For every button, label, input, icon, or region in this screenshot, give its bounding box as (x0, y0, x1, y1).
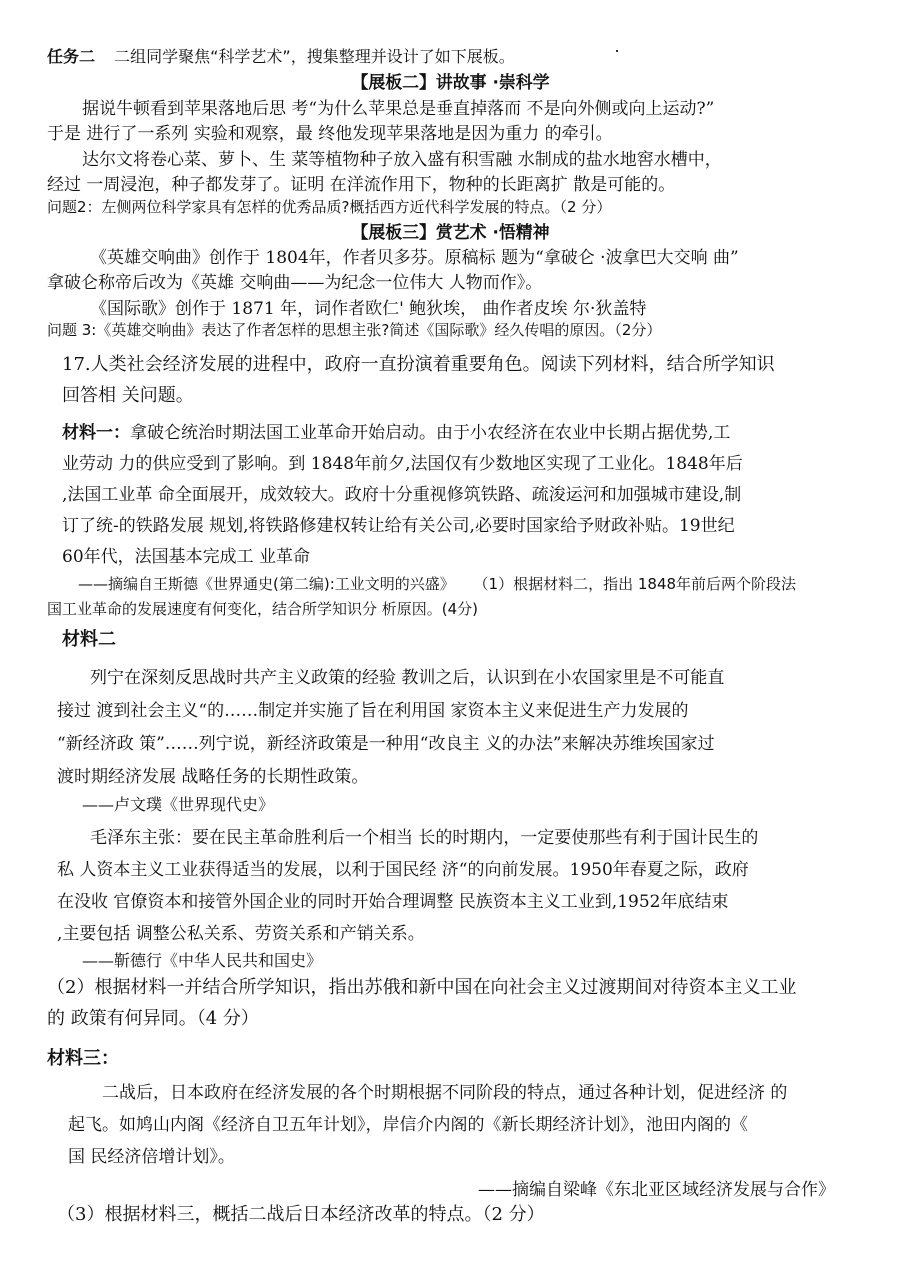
board3-para1-line1: 《英雄交响曲》创作于 1804年，作者贝多芬。原稿标 题为“拿破仑 ·波拿巴大交响 曲” (90, 248, 739, 268)
board2-para1-line2: 于是 进行了一系列 实验和观察，最 终他发现苹果落地是因为重力 的牵引。 (47, 124, 613, 144)
material2-para2-line3: 在没收 官僚资本和接管外国企业的同时开始合理调整 民族资本主义工业到,1952年底结束 (57, 892, 729, 912)
material1-line4: 订了统-的铁路发展 规划,将铁路修建权转让给有关公司,必要时国家给予财政补贴。19世纪 (62, 516, 735, 536)
material2-para2-line1: 毛泽东主张：要在民主革命胜利后一个相当 长的时期内，一定要使那些有利于国计民生的 (90, 828, 759, 848)
board3-para2: 《国际歌》创作于 1871 年，词作者欧仁' 鲍狄埃， 曲作者皮埃 尔·狄盖特 (90, 299, 647, 319)
stray-dot (616, 50, 618, 52)
material3-line3: 国 民经济倍增计划》。 (68, 1147, 235, 1167)
board3-title: 【展板三】赏艺术 ·悟精神 (351, 223, 550, 243)
material2-para1-line4: 渡时期经济发展 战略任务的长期性政策。 (57, 767, 369, 787)
material1-text-1: 拿破仑统治时期法国工业革命开始启动。由于小农经济在农业中长期占据优势,工 (130, 423, 731, 443)
material2-para1-line1: 列宁在深刻反思战时共产主义政策的经验 教训之后，认识到在小农国家里是不可能直 (90, 668, 725, 688)
board3-question: 问题 3:《英雄交响曲》表达了作者怎样的思想主张?简述《国际歌》经久传唱的原因。（2分） (47, 321, 662, 339)
material2-label: 材料二 (62, 629, 116, 650)
material1-line2: 业劳动 力的供应受到了影响。到 1848年前夕,法国仅有少数地区实现了工业化。1848年后 (62, 454, 743, 474)
material3-line2: 起飞。如鸠山内阁《经济自卫五年计划》，岸信介内阁的《新长期经济计划》，池田内阁的《 (68, 1115, 748, 1135)
material1-question-a: （1）根据材料二，指出 1848年前后两个阶段法 (473, 575, 797, 593)
board2-para2-line2: 经过 一周浸泡，种子都发芽了。证明 在洋流作用下，物种的长距离扩 散是可能的。 (47, 175, 676, 195)
material3-line1: 二战后，日本政府在经济发展的各个时期根据不同阶段的特点，通过各种计划，促进经济 的 (102, 1083, 788, 1103)
material1-question-b: 国工业革命的发展速度有何变化，结合所学知识分 析原因。(4分) (47, 600, 479, 618)
board2-para2-line1: 达尔文将卷心菜、萝卜、生 菜等植物种子放入盛有积雪融 水制成的盐水地窖水槽中， (82, 150, 722, 170)
material1-source-line (78, 573, 796, 594)
task2-intro: 二组同学聚焦“科学艺术”，搜集整理并设计了如下展板。 (114, 47, 515, 66)
board2-title: 【展板二】讲故事 ·崇科学 (351, 73, 550, 93)
material1-label: 材料一： (62, 423, 130, 443)
material1-source: ——摘编自王斯德《世界通史(第二编):工业文明的兴盛》 (78, 575, 455, 593)
material3-question: （3）根据材料三，概括二战后日本经济改革的特点。（2 分） (57, 1204, 545, 1225)
material2-para2-line2: 私 人资本主义工业获得适当的发展，以利于国民经 济“的向前发展。1950年春夏之际，政府 (57, 860, 749, 880)
task2-line (47, 44, 515, 67)
material2-para1-line3: “新经济政 策”……列宁说，新经济政策是一种用“改良主 义的办法”来解决苏维埃国家过 (57, 734, 715, 754)
material3-label: 材料三： (47, 1048, 119, 1069)
q17-stem-line1: 17.人类社会经济发展的进程中，政府一直扮演着重要角色。阅读下列材料，结合所学知识 (62, 354, 775, 375)
material2-para1-line2: 接过 渡到社会主义“的……制定并实施了旨在利用国 家资本主义来促进生产力发展的 (57, 701, 689, 721)
material3-source: ——摘编自梁峰《东北亚区域经济发展与合作》 (478, 1180, 835, 1200)
material1-line3: ,法国工业革 命全面展开，成效较大。政府十分重视修筑铁路、疏浚运河和加强城市建设,制 (62, 485, 742, 505)
material1-line1 (62, 418, 730, 443)
task2-label: 任务二 (47, 47, 96, 66)
board2-question: 问题2：左侧两位科学家具有怎样的优秀品质?概括西方近代科学发展的特点。（2 分） (47, 198, 612, 216)
board3-para1-line2: 拿破仑称帝后改为《英雄 交响曲——为纪念一位伟大 人物而作》。 (47, 273, 543, 293)
material2-source2: ——靳德行《中华人民共和国史》 (82, 951, 323, 970)
material2-question-line2: 的 政策有何异同。（4 分） (47, 1008, 259, 1029)
board2-para1-line1: 据说牛顿看到苹果落地后思 考“为什么苹果总是垂直掉落而 不是向外侧或向上运动?” (82, 99, 715, 119)
material1-line5: 60年代，法国基本完成工 业革命 (62, 547, 311, 567)
material2-question-line1: （2）根据材料一并结合所学知识，指出苏俄和新中国在向社会主义过渡期间对待资本主义工业 (47, 977, 797, 998)
material2-source1: ——卢文璞《世界现代史》 (82, 795, 275, 814)
q17-stem-line2: 回答相 关问题。 (62, 385, 194, 406)
material2-para2-line4: ,主要包括 调整公私关系、劳资关系和产销关系。 (57, 924, 425, 944)
